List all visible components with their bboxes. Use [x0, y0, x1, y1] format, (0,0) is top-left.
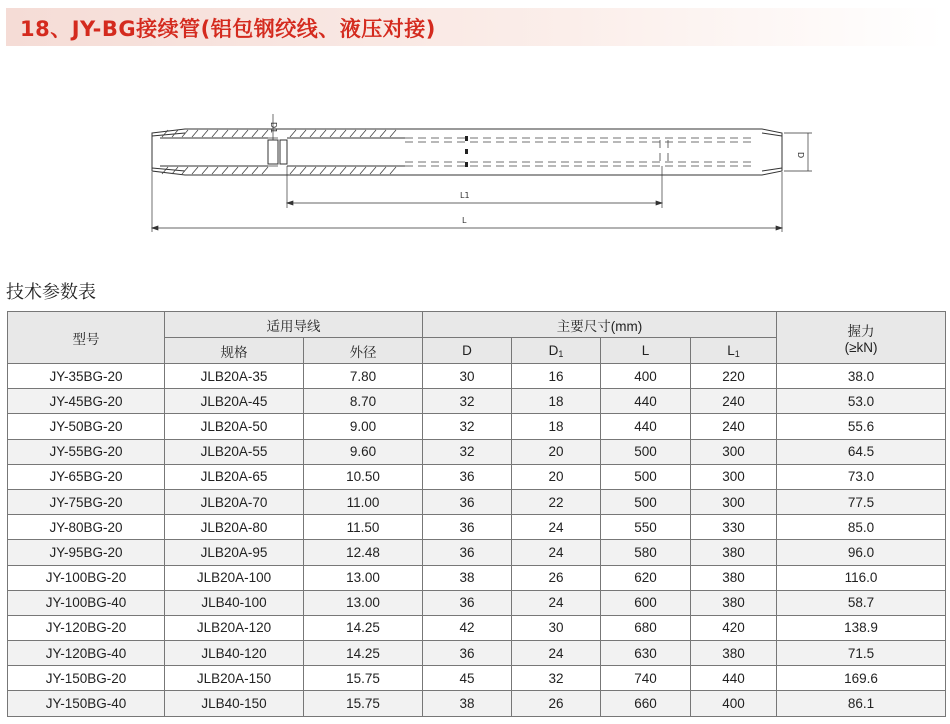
cell-outer-diameter: 13.00: [304, 565, 423, 590]
page-title: 18、JY-BG接续管(铝包钢绞线、液压对接): [20, 17, 436, 41]
cell-d: 38: [423, 691, 512, 716]
cell-spec: JLB20A-35: [165, 364, 304, 389]
header-grip-label: 握力: [847, 324, 875, 339]
cell-model: JY-100BG-40: [8, 590, 165, 615]
cell-d1: 24: [512, 515, 601, 540]
table-row: [8, 666, 946, 691]
cell-l1: 300: [691, 464, 777, 489]
cell-d1: 18: [512, 389, 601, 414]
cell-l1: 380: [691, 565, 777, 590]
table-row: [8, 389, 946, 414]
cell-d1: 24: [512, 540, 601, 565]
cell-outer-diameter: 8.70: [304, 389, 423, 414]
cell-d: 36: [423, 464, 512, 489]
header-grip-unit: (≥kN): [844, 340, 878, 355]
cell-outer-diameter: 13.00: [304, 590, 423, 615]
cell-d: 30: [423, 364, 512, 389]
cell-l: 500: [601, 464, 691, 489]
cell-model: JY-100BG-20: [8, 565, 165, 590]
cell-outer-diameter: 15.75: [304, 691, 423, 716]
cell-model: JY-120BG-40: [8, 641, 165, 666]
header-outer-diameter: 外径: [304, 338, 423, 364]
cell-l: 440: [601, 414, 691, 439]
connector-drawing: [140, 100, 820, 240]
cell-outer-diameter: 10.50: [304, 464, 423, 489]
cell-model: JY-150BG-40: [8, 691, 165, 716]
table-row: [8, 364, 946, 389]
cell-spec: JLB40-100: [165, 590, 304, 615]
header-applicable-wire: 适用导线: [165, 312, 423, 338]
cell-l: 500: [601, 489, 691, 514]
cell-l1: 240: [691, 389, 777, 414]
label-l1: L1: [460, 191, 470, 200]
cell-l1: 300: [691, 439, 777, 464]
cell-d: 32: [423, 439, 512, 464]
cell-model: JY-65BG-20: [8, 464, 165, 489]
cell-d: 32: [423, 414, 512, 439]
cell-d1: 18: [512, 414, 601, 439]
cell-spec: JLB40-150: [165, 691, 304, 716]
spec-table-body: [8, 364, 946, 717]
cell-l: 680: [601, 615, 691, 640]
header-d: D: [423, 338, 512, 364]
header-d1: $D_1$: [512, 338, 601, 364]
cell-spec: JLB20A-70: [165, 489, 304, 514]
cell-spec: JLB20A-45: [165, 389, 304, 414]
spec-table-title: 技术参数表: [6, 282, 96, 303]
cell-model: JY-95BG-20: [8, 540, 165, 565]
cell-spec: JLB20A-50: [165, 414, 304, 439]
cell-d: 36: [423, 641, 512, 666]
cell-outer-diameter: 14.25: [304, 641, 423, 666]
cell-grip-force: 169.6: [777, 666, 946, 691]
cell-d1: 16: [512, 364, 601, 389]
cell-spec: JLB40-120: [165, 641, 304, 666]
cell-d: 36: [423, 590, 512, 615]
table-row: [8, 489, 946, 514]
cell-outer-diameter: 7.80: [304, 364, 423, 389]
table-row: [8, 565, 946, 590]
cell-grip-force: 73.0: [777, 464, 946, 489]
cell-d1: 32: [512, 666, 601, 691]
cell-outer-diameter: 12.48: [304, 540, 423, 565]
cell-l: 660: [601, 691, 691, 716]
cell-grip-force: 138.9: [777, 615, 946, 640]
cell-l1: 220: [691, 364, 777, 389]
cell-l: 580: [601, 540, 691, 565]
cell-l: 440: [601, 389, 691, 414]
table-row: [8, 414, 946, 439]
cell-d1: 30: [512, 615, 601, 640]
cell-l: 740: [601, 666, 691, 691]
cell-l: 620: [601, 565, 691, 590]
cell-d1: 20: [512, 439, 601, 464]
cell-d1: 24: [512, 590, 601, 615]
cell-grip-force: 96.0: [777, 540, 946, 565]
cell-spec: JLB20A-100: [165, 565, 304, 590]
cell-model: JY-50BG-20: [8, 414, 165, 439]
cell-l: 550: [601, 515, 691, 540]
cell-outer-diameter: 11.50: [304, 515, 423, 540]
cell-l1: 330: [691, 515, 777, 540]
cell-d: 38: [423, 565, 512, 590]
table-row: [8, 691, 946, 716]
cell-spec: JLB20A-65: [165, 464, 304, 489]
cell-d: 45: [423, 666, 512, 691]
header-main-dimensions: 主要尺寸(mm): [423, 312, 777, 338]
cell-outer-diameter: 15.75: [304, 666, 423, 691]
table-row: [8, 439, 946, 464]
label-d: D: [796, 152, 805, 159]
cell-l: 630: [601, 641, 691, 666]
cell-d: 36: [423, 515, 512, 540]
cell-l1: 380: [691, 590, 777, 615]
cell-model: JY-80BG-20: [8, 515, 165, 540]
cell-grip-force: 71.5: [777, 641, 946, 666]
label-d1: D1: [269, 122, 278, 134]
cell-l: 500: [601, 439, 691, 464]
cell-spec: JLB20A-95: [165, 540, 304, 565]
spec-table: [7, 311, 946, 717]
label-l: L: [462, 216, 467, 225]
cell-l1: 300: [691, 489, 777, 514]
cell-outer-diameter: 14.25: [304, 615, 423, 640]
header-l1: $L_1$: [691, 338, 777, 364]
cell-l1: 240: [691, 414, 777, 439]
cell-l1: 400: [691, 691, 777, 716]
cell-model: JY-120BG-20: [8, 615, 165, 640]
title-banner: [6, 8, 944, 46]
cell-outer-diameter: 9.60: [304, 439, 423, 464]
table-row: [8, 615, 946, 640]
cell-grip-force: 58.7: [777, 590, 946, 615]
table-row: [8, 464, 946, 489]
header-spec: 规格: [165, 338, 304, 364]
cell-grip-force: 64.5: [777, 439, 946, 464]
cell-l: 400: [601, 364, 691, 389]
cell-model: JY-75BG-20: [8, 489, 165, 514]
cell-l: 600: [601, 590, 691, 615]
header-grip-force: [777, 312, 946, 364]
cell-l1: 380: [691, 641, 777, 666]
cell-grip-force: 38.0: [777, 364, 946, 389]
cell-grip-force: 86.1: [777, 691, 946, 716]
header-model: 型号: [8, 312, 165, 364]
table-row: [8, 641, 946, 666]
cell-d: 42: [423, 615, 512, 640]
cell-l1: 420: [691, 615, 777, 640]
cell-grip-force: 53.0: [777, 389, 946, 414]
cell-model: JY-35BG-20: [8, 364, 165, 389]
cell-d1: 24: [512, 641, 601, 666]
cell-outer-diameter: 11.00: [304, 489, 423, 514]
cell-d1: 20: [512, 464, 601, 489]
cell-spec: JLB20A-80: [165, 515, 304, 540]
cell-grip-force: 55.6: [777, 414, 946, 439]
cell-grip-force: 116.0: [777, 565, 946, 590]
header-l: L: [601, 338, 691, 364]
cell-d: 36: [423, 489, 512, 514]
cell-d: 32: [423, 389, 512, 414]
cell-outer-diameter: 9.00: [304, 414, 423, 439]
cell-l1: 440: [691, 666, 777, 691]
cell-grip-force: 85.0: [777, 515, 946, 540]
table-row: [8, 515, 946, 540]
cell-d1: 26: [512, 565, 601, 590]
cell-spec: JLB20A-120: [165, 615, 304, 640]
cell-model: JY-45BG-20: [8, 389, 165, 414]
cell-spec: JLB20A-55: [165, 439, 304, 464]
cell-grip-force: 77.5: [777, 489, 946, 514]
cell-d1: 22: [512, 489, 601, 514]
table-row: [8, 590, 946, 615]
cell-l1: 380: [691, 540, 777, 565]
cell-model: JY-150BG-20: [8, 666, 165, 691]
cell-spec: JLB20A-150: [165, 666, 304, 691]
table-row: [8, 540, 946, 565]
cell-d: 36: [423, 540, 512, 565]
cell-model: JY-55BG-20: [8, 439, 165, 464]
cell-d1: 26: [512, 691, 601, 716]
